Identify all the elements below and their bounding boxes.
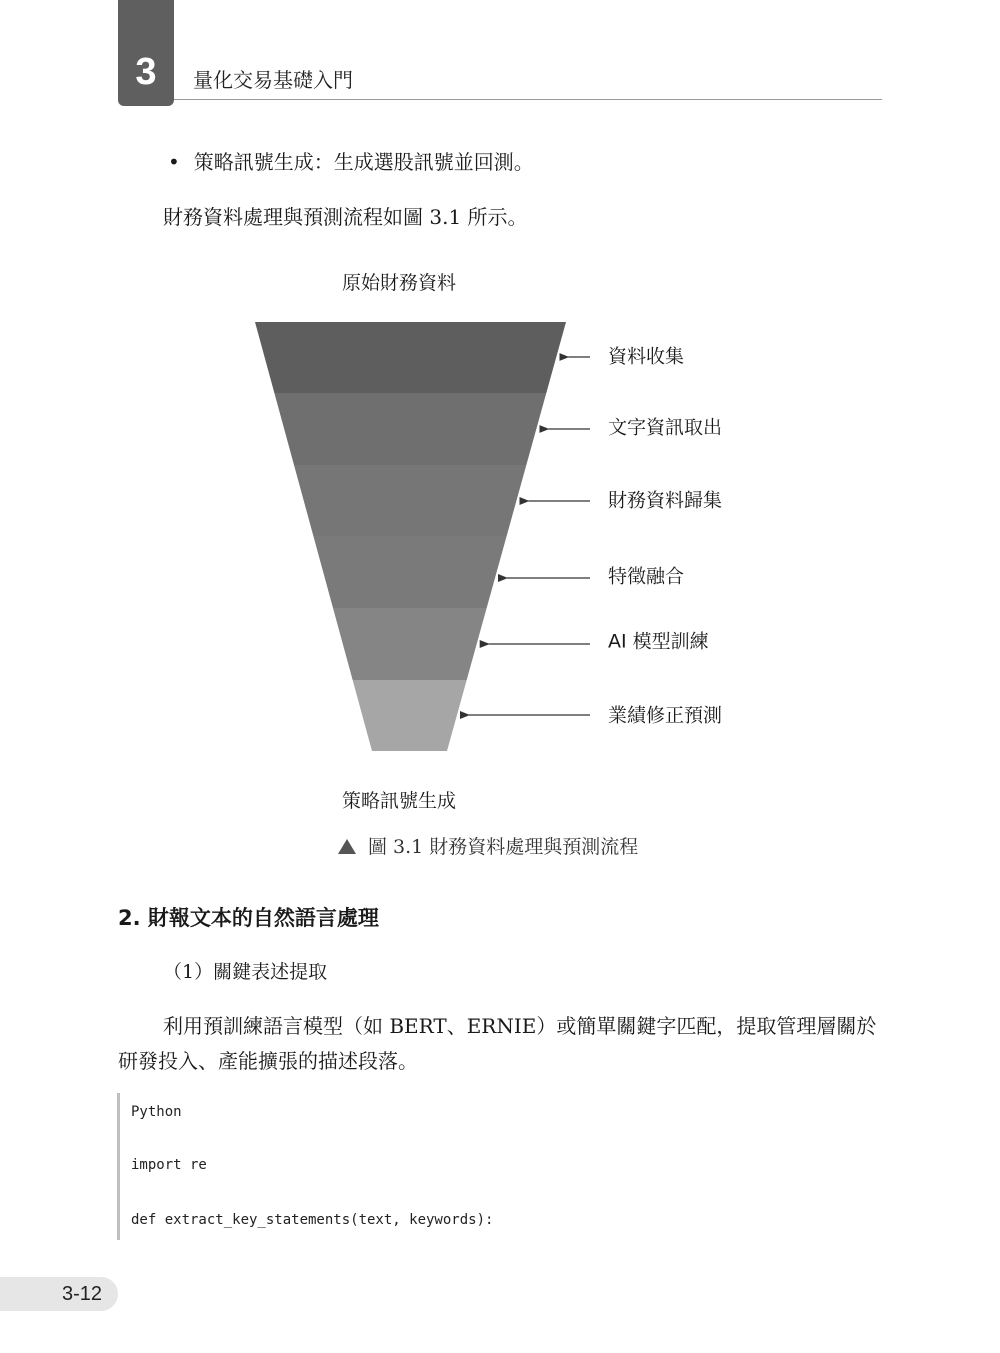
bullet-text: 策略訊號生成：生成選股訊號並回測。 [193,150,534,174]
figure-top-label: 原始財務資料 [342,272,457,294]
funnel-layer [313,536,506,608]
figure-caption-text: 圖 3.1 財務資料處理與預測流程 [368,836,639,858]
funnel-layer [333,608,487,680]
funnel-stage-label: 業績修正預測 [608,704,723,727]
chapter-title: 量化交易基礎入門 [193,68,353,92]
page-number: 3-12 [0,1277,118,1311]
funnel-stage-label: 資料收集 [608,345,685,368]
funnel-stage-label: 財務資料歸集 [608,489,723,512]
code-block [117,1093,885,1240]
code-line: import re [131,1157,207,1173]
intro-paragraph: 財務資料處理與預測流程如圖 3.1 所示。 [163,205,528,229]
figure-bottom-label: 策略訊號生成 [342,790,457,812]
body-paragraph: 利用預訓練語言模型（如 BERT、ERNIE）或簡單關鍵字匹配，提取管理層關於研發投入、產能擴張的描述段落。 [118,1014,877,1073]
funnel-layer [353,680,467,751]
subsection-heading: （1）關鍵表述提取 [163,961,328,983]
funnel-layer [294,465,526,536]
triangle-icon [338,839,356,854]
funnel-stage-label: 特徵融合 [608,565,685,588]
figure-caption [338,832,638,859]
code-language-label: Python [131,1104,182,1120]
funnel-layer [274,393,546,465]
funnel-stage-label: 文字資訊取出 [608,416,723,439]
funnel-layer [255,322,566,393]
section-heading: 2. 財報文本的自然語言處理 [118,906,379,930]
funnel-stage-label: AI 模型訓練 [608,630,709,653]
code-line: def extract_key_statements(text, keywords): [131,1212,494,1228]
chapter-number: 3 [135,51,157,93]
bullet-dot-icon: • [168,150,180,174]
